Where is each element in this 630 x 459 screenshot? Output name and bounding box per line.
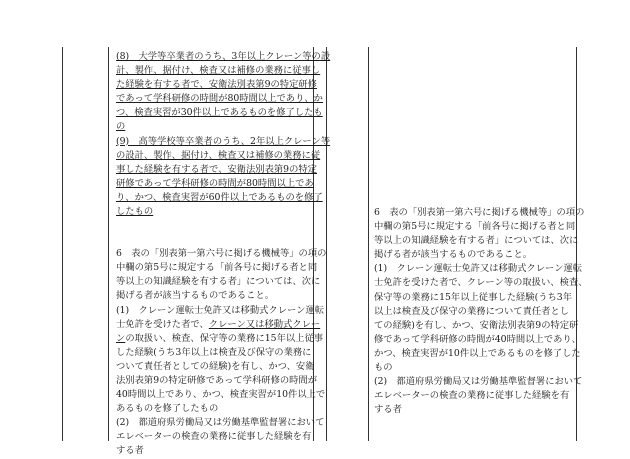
current-text-column bbox=[374, 206, 588, 417]
item-9: (9) 高等学校等卒業者のうち、2年以上クレーン等 の設計、製作、据付け、検査又は補修の業務に従 事した経験を有する者で、安衛法別表第9の特定 研修であって学科研修の時間が80時間以上であ り、かつ、検査実習が60件以上であるものを修了 したもの bbox=[116, 135, 331, 218]
item-2: (2) 都道府県労働局又は労働基準監督署において エレベーターの検査の業務に従事した経験を有 する者 bbox=[374, 376, 583, 416]
revised-text-column bbox=[116, 50, 331, 459]
item-2: (2) 都道府県労働局又は労働基準監督署において エレベーターの検査の業務に従事した経験を有 する者 bbox=[116, 417, 325, 457]
paragraph-6: 6 表の「別表第一第六号に掲げる機械等」の項の 中欄の第5号に規定する「前各号に掲げる者と同 等以上の知識経験を有する者」については、次に 掲げる者が該当するものであること。 bbox=[116, 248, 327, 302]
table-border bbox=[368, 47, 369, 441]
item-1: (1) クレーン運転士免許又は移動式クレーン運転 士免許を受けた者で、クレーン又は移動式クレー ンの取扱い、検査、保守等の業務に15年以上従事 した経験(うち3年以上は検査及び保守の業務に ついて責任者としての経験)を有し、かつ、安衛 法別表第9の特定研修であって学科研修の時間が 40時間以上であり、かつ、検査実習が10件以上で あるものを修了したもの bbox=[116, 304, 326, 415]
item-1: (1) クレーン運転士免許又は移動式クレーン運転 士免許を受けた者で、クレーン等の取扱い、検査、 保守等の業務に15年以上従事した経験(うち3年 以上は検査及び保守の業務について責任者とし ての経験)を有し、かつ、安衛法別表第9の特定研 修であって学科研修の時間が40時間以上であり、 かつ、検査実習が10件以上であるものを修了した もの bbox=[374, 263, 588, 374]
table-border bbox=[326, 47, 327, 441]
paragraph-6: 6 表の「別表第一第六号に掲げる機械等」の項の 中欄の第5号に規定する「前各号に掲げる者と同 等以上の知識経験を有する者」については、次に 掲げる者が該当するものであること。 bbox=[374, 207, 585, 261]
table-border bbox=[108, 47, 109, 441]
table-border bbox=[62, 47, 63, 441]
item-8: (8) 大学等卒業者のうち、3年以上クレーン等の設 計、製作、据付け、検査又は補修の業務に従事し た経験を有する者で、安衛法別表第9の特定研修 であって学科研修の時間が80時間以上であり、か つ、検査実習が30件以上であるものを修了したも の bbox=[116, 51, 331, 133]
